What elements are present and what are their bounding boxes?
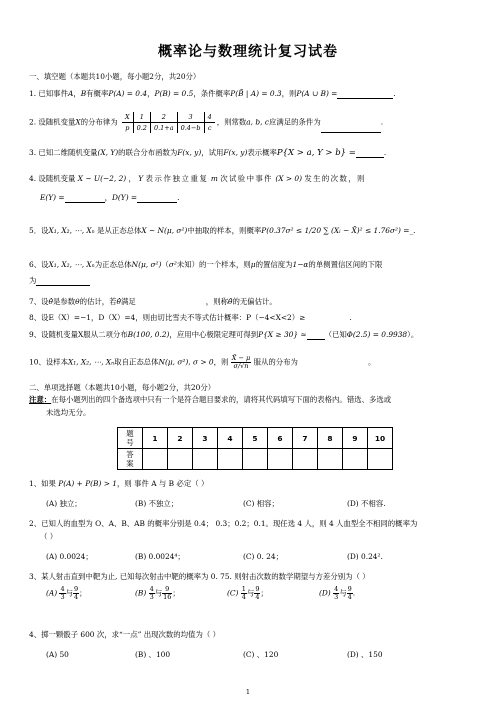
option-b[interactable]: (B) 、100 — [135, 650, 171, 659]
fill-question-4-answers: E(Y) = ，D(Y) = . — [40, 193, 180, 202]
option-b[interactable]: (B) 0.0024⁴； — [135, 552, 185, 561]
section-1-heading: 一、填空题（本题共10小题，每小题2分，共20分） — [29, 72, 201, 81]
section-2-note: 注意：在每小题列出的四个备选项中只有一个是符合题目要求的，请将其代码填写下面的表格内。错选、多选或 — [29, 395, 392, 404]
option-d[interactable]: (D) $\frac{4}{3}$ 与 $\frac{9}{4}$ . — [319, 585, 356, 601]
exam-title: 概率论与数理统计复习试卷 — [158, 44, 338, 60]
option-c[interactable]: (C) 0. 24； — [243, 552, 283, 561]
answer-cell[interactable] — [318, 449, 343, 470]
choice-question-2: 2、已知人的血型为 O、A、B、AB 的概率分别是 0.4； 0.3；0.2；0.1。现任选 4 人，则 4 人血型全不相同的概率为 — [29, 519, 418, 528]
fill-question-3: 3. 已知二维随机变量(X, Y)的联合分布函数为F(x, y)，试用F(x, y)表示概率P{X > a, Y > b} = . — [29, 148, 387, 158]
answer-table-header: 题 号 — [118, 428, 143, 449]
answer-blank[interactable] — [65, 193, 105, 203]
fill-question-7: 7、设θ̂是参数θ的估计，若θ̂满足 ，则称θ̂的无偏估计。 — [29, 297, 277, 306]
question-number: 5 — [243, 428, 268, 449]
answer-blank[interactable] — [356, 148, 384, 158]
option-c[interactable]: (C) $\frac{1}{4}$ 与 $\frac{9}{4}$ ； — [227, 585, 268, 601]
option-a[interactable]: (A) 独立； — [46, 499, 82, 508]
option-b[interactable]: (B) $\frac{4}{3}$ 与 $\frac{9}{16}$ ； — [135, 585, 180, 601]
answer-blank[interactable] — [36, 276, 90, 286]
fill-question-2: 2. 设随机变量X的分布律为 X 1 2 3 4 p 0.2 0.1+a 0.4−b c ，则常数a, b, c应满足的条件为 . — [29, 113, 384, 132]
option-c[interactable]: (C) 、120 — [243, 650, 279, 659]
option-d[interactable]: (D) 不相容. — [347, 499, 386, 508]
fill-question-4: 4. 设随机变量 X ~ U(−2, 2) ， Y 表示作独立重复 m 次试验中事件 (X > 0) 发生的次数，则 — [29, 174, 366, 183]
section-2-heading: 二、单项选择题（本题共10小题，每小题2分，共20分） — [29, 383, 216, 392]
question-number: 1 — [143, 428, 168, 449]
choice-question-3: 3、某人射击直到中靶为止, 已知每次射击中靶的概率为 0. 75. 则射击次数的数学期望与方差分别为（ ） — [29, 572, 370, 581]
section-2-note-cont: 未选均无分。 — [46, 408, 91, 417]
fill-question-10: 10、设样本X₁, X₂, ⋯, Xₙ取自正态总体N(μ, σ²), σ > 0，则 $\frac{X̄ - \mu}{\sigma/√n}$ 服从的分布为 。 — [29, 354, 376, 370]
answer-row-header: 答 案 — [118, 449, 143, 470]
answer-cell[interactable] — [243, 449, 268, 470]
answer-cell[interactable] — [218, 449, 243, 470]
answer-cell[interactable] — [343, 449, 368, 470]
page-number: 1 — [245, 688, 251, 696]
option-d[interactable]: (D) 、150 — [347, 650, 383, 659]
answer-cell[interactable] — [168, 449, 193, 470]
fill-question-6: 6、设X₁, X₂, ⋯, Xₙ为正态总体N(μ, σ²)（σ²未知）的一个样本，则μ的置信度为1−α的单侧置信区间的下限 — [29, 260, 383, 269]
fill-question-8: 8、设E（X）=−1，D（X）=4，则由切比雪夫不等式估计概率：P（−4<X<2）≥ . — [29, 313, 352, 322]
option-a[interactable]: (A) $\frac{4}{3}$ 与 $\frac{9}{4}$ ； — [46, 585, 87, 601]
answer-cell[interactable] — [193, 449, 218, 470]
question-number: 9 — [343, 428, 368, 449]
answer-blank[interactable] — [337, 89, 393, 99]
choice-question-1: 1、如果 P(A) + P(B) > 1，则 事件 A 与 B 必定（ ） — [29, 479, 209, 488]
option-c[interactable]: (C) 相容； — [243, 499, 279, 508]
option-d[interactable]: (D) 0.24². — [347, 552, 383, 561]
option-b[interactable]: (B) 不独立； — [135, 499, 179, 508]
fill-question-1: 1. 已知事件A，B有概率P(A) = 0.4，P(B) = 0.5，条件概率P(B̄ | A) = 0.3，则P(A ∪ B) = . — [29, 89, 396, 98]
answer-cell[interactable] — [268, 449, 293, 470]
fill-question-6-cont: 为 — [29, 276, 476, 286]
question-number: 3 — [193, 428, 218, 449]
choice-question-2-cont: （ ） — [40, 532, 58, 541]
question-number: 8 — [318, 428, 343, 449]
answer-blank[interactable] — [137, 193, 177, 203]
question-number: 2 — [168, 428, 193, 449]
standardized-fraction: $\frac{X̄ - \mu}{\sigma/√n}$ — [231, 354, 251, 370]
answer-cell[interactable] — [293, 449, 318, 470]
answer-blank[interactable] — [321, 123, 381, 133]
answer-blank[interactable] — [307, 330, 325, 340]
option-a[interactable]: (A) 50 — [46, 650, 69, 659]
answer-table — [117, 427, 393, 470]
distribution-table: X 1 2 3 4 p 0.2 0.1+a 0.4−b c — [122, 112, 215, 133]
question-number: 6 — [268, 428, 293, 449]
choice-question-4: 4、掷一颗骰子 600 次，求“一点” 出现次数的均值为（ ） — [29, 630, 220, 639]
answer-cell[interactable] — [368, 449, 393, 470]
fill-question-9: 9、设随机变量X服从二项分布B(100, 0.2)，应用中心极限定理可得到P{X ≥ 30} ≈ （已知Φ(2.5) = 0.9938）。 — [29, 330, 419, 339]
question-number: 4 — [218, 428, 243, 449]
question-number: 10 — [368, 428, 393, 449]
answer-cell[interactable] — [143, 449, 168, 470]
option-a[interactable]: (A) 0.0024； — [46, 552, 93, 561]
question-number: 7 — [293, 428, 318, 449]
fill-question-5: 5．设X₁, X₂, ⋯, Xₙ 是从正态总体X ~ N(μ, σ²)中抽取的样本，则概率P(0.37σ² ≤ 1/20 ∑ (Xᵢ − X̄)² ≤ 1.76σ²) =_. — [29, 226, 416, 235]
